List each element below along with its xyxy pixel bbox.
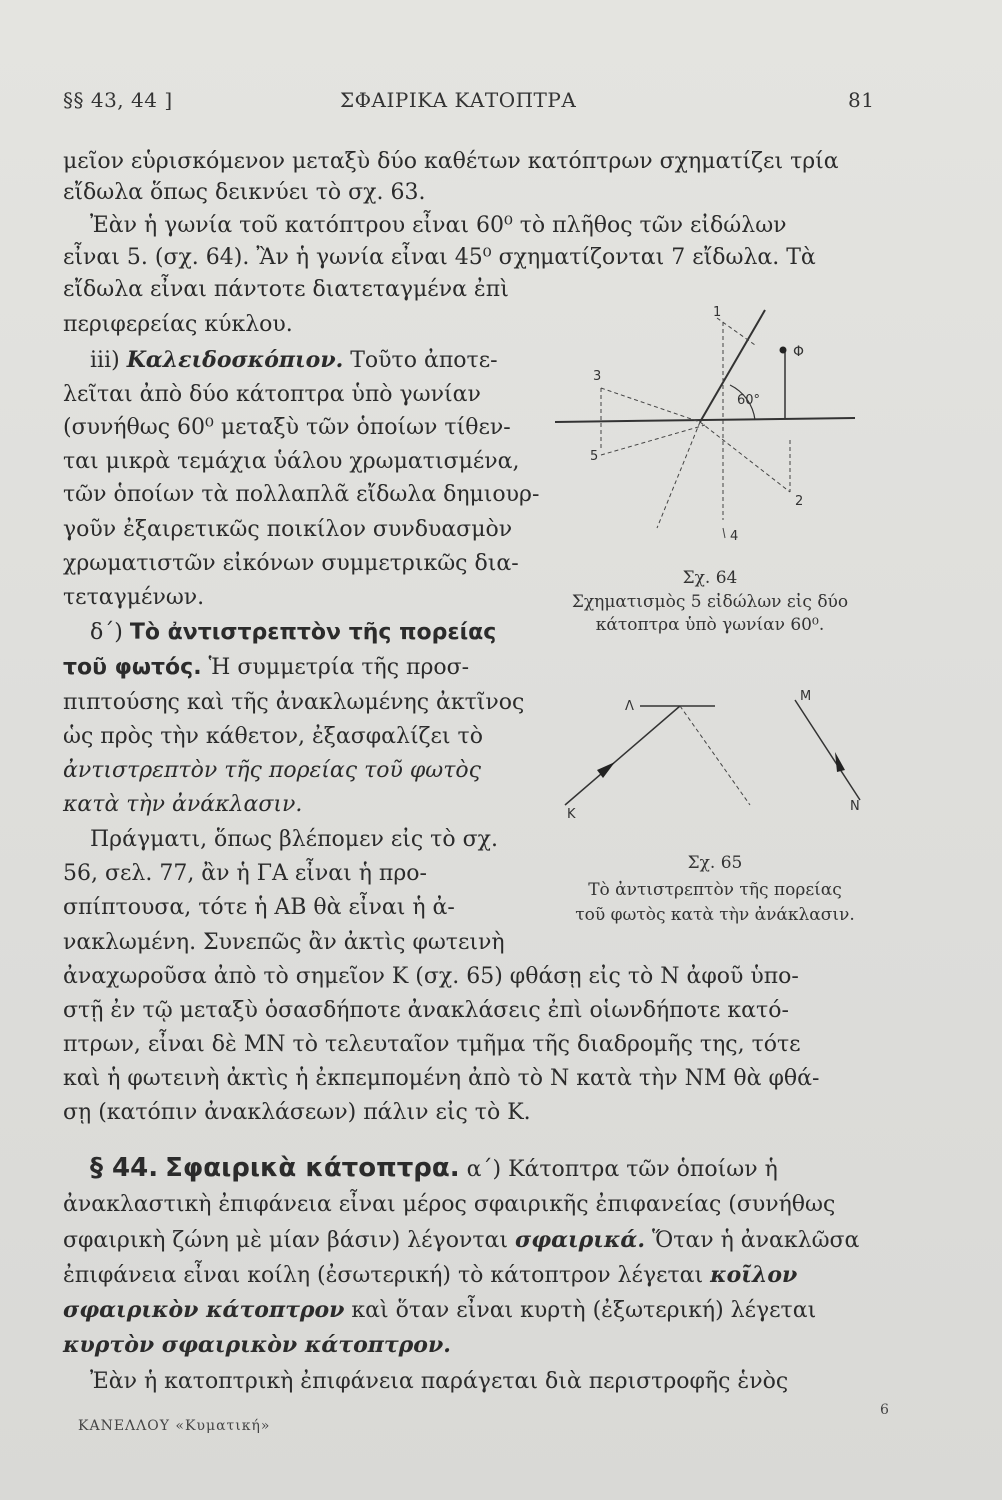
label-3: 3 (593, 369, 602, 384)
section-title: Σφαιρικὰ κάτοπτρα. (165, 1153, 460, 1183)
horizontal-mirror (555, 418, 855, 422)
text-run: α΄) Κάτοπτρα τῶν ὁποίων ἡ (459, 1157, 778, 1182)
text-run: δ΄) (90, 620, 130, 645)
text-line: εἶναι 5. (σχ. 64). Ἂν ἡ γωνία εἶναι 45⁰ σχηματίζονται 7 εἴδωλα. Τὰ (63, 245, 816, 270)
text-line: Ἐὰν ἡ γωνία τοῦ κατόπτρου εἶναι 60⁰ τὸ πλῆθος τῶν εἰδώλων (90, 213, 787, 238)
text-line (90, 345, 498, 376)
text-line: Ἐὰν ἡ κατοπτρικὴ ἐπιφάνεια παράγεται διὰ περιστροφῆς ἑνὸς (90, 1369, 789, 1394)
text-line: εἴδωλα εἶναι πάντοτε διατεταγμένα ἐπὶ (63, 277, 509, 302)
label-1: 1 (713, 305, 722, 320)
label-4: 4 (730, 529, 739, 544)
text-run: Ὅταν ἡ ἀνακλῶσα (645, 1228, 860, 1253)
text-line: ἀντιστρεπτὸν τῆς πορείας τοῦ φωτὸς (63, 758, 481, 783)
label-m: Μ (800, 689, 812, 704)
figure-64-diagram (545, 300, 865, 560)
text-line: ἀναχωροῦσα ἀπὸ τὸ σημεῖον Κ (σχ. 65) φθάσῃ εἰς τὸ Ν ἀφοῦ ὑπο- (63, 964, 799, 989)
label-5: 5 (590, 449, 599, 464)
figure-64-number: Σχ. 64 (682, 568, 738, 588)
image-line (657, 422, 700, 528)
text-line: λεῖται ἀπὸ δύο κάτοπτρα ὑπὸ γωνίαν (63, 382, 481, 407)
arrow-head (835, 752, 845, 772)
label-2: 2 (795, 494, 804, 509)
text-line: τῶν ὁποίων τὰ πολλαπλᾶ εἴδωλα δημιουρ- (63, 482, 540, 507)
text-line: ὡς πρὸς τὴν κάθετον, ἐξασφαλίζει τὸ (63, 724, 483, 749)
section-ref: §§ 43, 44 ] (63, 88, 173, 112)
text-line: εἴδωλα ὅπως δεικνύει τὸ σχ. 63. (63, 180, 426, 205)
text-line: ται μικρὰ τεμάχια ὑάλου χρωματισμένα, (63, 449, 520, 474)
text-line: (συνήθως 60⁰ μεταξὺ τῶν ὁποίων τίθεν- (63, 415, 511, 440)
figure-65-number: Σχ. 65 (687, 853, 743, 873)
text-line: περιφερείας κύκλου. (63, 312, 293, 337)
label-lambda: Λ (625, 699, 634, 714)
footer-sheet-number: 6 (880, 1402, 890, 1418)
text-line: σῃ (κατόπιν ἀνακλάσεων) πάλιν εἰς τὸ Κ. (63, 1100, 531, 1125)
text-line (63, 1225, 859, 1256)
ray-reflected (680, 706, 750, 805)
text-line: ἀνακλαστικὴ ἐπιφάνεια εἶναι μέρος σφαιρικῆς ἐπιφανείας (συνήθως (63, 1192, 836, 1217)
text-line: νακλωμένη. Συνεπῶς ἂν ἀκτὶς φωτεινὴ (63, 930, 505, 955)
term-spherical: σφαιρικά. (514, 1227, 646, 1253)
term-kaleidoscope: Καλειδοσκόπιον. (126, 347, 344, 373)
text-run: Ἡ συμμετρία τῆς προσ- (201, 655, 470, 680)
image-line (601, 388, 700, 422)
term-concave-mirror: σφαιρικὸν κάτοπτρον (63, 1297, 345, 1323)
text-line: πιπτούσης καὶ τῆς ἀνακλωμένης ἀκτῖνος (63, 690, 525, 715)
text-line (90, 618, 496, 648)
figure-64-caption-line1: Σχηματισμὸς 5 εἰδώλων εἰς δύο (571, 592, 849, 612)
text-line: στῇ ἐν τῷ μεταξὺ ὁσασδήποτε ἀνακλάσεις ἐπὶ οἱωνδήποτε κατό- (63, 998, 789, 1023)
figure-64-caption-line2: κάτοπτρα ὑπὸ γωνίαν 60⁰. (595, 615, 825, 635)
subheading-reversibility: Τὸ ἀντιστρεπτὸν τῆς πορείας (129, 620, 497, 645)
section-number: § 44. (90, 1153, 159, 1183)
text-run: Τοῦτο ἀποτε- (343, 348, 498, 373)
label-k: Κ (567, 807, 576, 822)
figure-65-diagram (545, 680, 875, 830)
image-line (723, 528, 725, 538)
ray-incident (565, 706, 680, 805)
term-convex-mirror: κυρτὸν σφαιρικὸν κάτοπτρον. (63, 1332, 451, 1358)
term-concave: κοῖλον (710, 1262, 798, 1288)
footer-signature: ΚΑΝΕΛΛΟΥ «Κυματική» (78, 1418, 271, 1434)
text-line: πτρων, εἶναι δὲ ΜΝ τὸ τελευταῖον τμῆμα τῆς διαδρομῆς της, τότε (63, 1032, 801, 1057)
ray-mn (795, 700, 860, 800)
text-line: χρωματιστῶν εἰκόνων συμμετρικῶς δια- (63, 551, 519, 576)
text-line: μεῖον εὑρισκόμενον μεταξὺ δύο καθέτων κατόπτρων σχηματίζει τρία (63, 149, 839, 174)
running-title: ΣΦΑΙΡΙΚΑ ΚΑΤΟΠΤΡΑ (340, 88, 577, 112)
object-point (780, 347, 787, 354)
subheading-reversibility-cont: τοῦ φωτός. (63, 655, 202, 680)
image-line (601, 425, 705, 455)
text-run: iii) (90, 348, 127, 373)
text-line: καὶ ἡ φωτεινὴ ἀκτὶς ἡ ἐκπεμπομένη ἀπὸ τὸ Ν κατὰ τὴν ΝΜ θὰ φθά- (63, 1066, 820, 1091)
text-line: 56, σελ. 77, ἂν ἡ ΓΑ εἶναι ἡ προ- (63, 861, 427, 886)
label-phi: Φ (793, 344, 805, 360)
text-line: κατὰ τὴν ἀνάκλασιν. (63, 792, 303, 817)
text-run: καὶ ὅταν εἶναι κυρτὴ (ἐξωτερική) λέγεται (344, 1298, 817, 1323)
text-line (63, 1260, 797, 1291)
label-n: Ν (850, 799, 860, 814)
text-line (63, 653, 469, 683)
figure-65-caption-line2: τοῦ φωτὸς κατὰ τὴν ἀνάκλασιν. (575, 905, 855, 925)
image-line (700, 422, 790, 492)
text-line: σπίπτουσα, τότε ἡ ΑΒ θὰ εἶναι ἡ ἀ- (63, 895, 455, 920)
page-number: 81 (848, 88, 875, 112)
text-line (63, 1295, 816, 1326)
figure-65-caption-line1: Τὸ ἀντιστρεπτὸν τῆς πορείας (588, 880, 842, 900)
text-line: Πράγματι, ὅπως βλέπομεν εἰς τὸ σχ. (90, 827, 498, 852)
text-run: ἐπιφάνεια εἶναι κοίλη (ἐσωτερική) τὸ κάτοπτρον λέγεται (63, 1263, 711, 1288)
angle-label: 60° (737, 393, 761, 408)
text-line: γοῦν ἐξαιρετικῶς ποικίλον συνδυασμὸν (63, 517, 513, 542)
text-line: τεταγμένων. (63, 585, 205, 610)
section-44-heading-line (90, 1150, 778, 1188)
text-run: σφαιρικὴ ζώνη μὲ μίαν βάσιν) λέγονται (63, 1228, 515, 1253)
